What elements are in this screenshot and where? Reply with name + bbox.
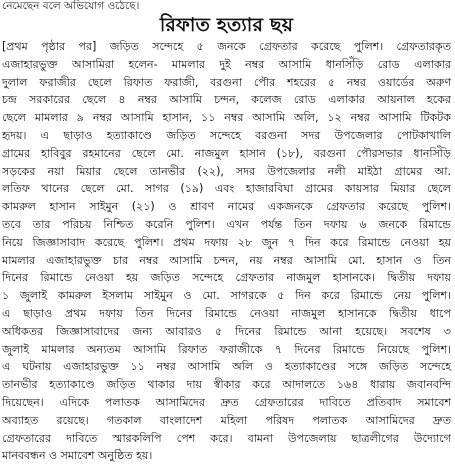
article-line: গ্রেফতারের দাবিতে স্মারকলিপি পেশ করে। বামনা উপজেলায় ছাত্রলীগের উদ্যোগে xyxy=(2,431,451,445)
article-line: এ ঘটনায় এজাহারভুক্ত ১১ নম্বর আসামি অলি ও হত্যাকাণ্ডের সঙ্গে জড়িত সন্দেহে xyxy=(2,360,451,374)
article-line: ১ জুলাই কামরুল ইসলাম সাইমুন ও মো. সাগরকে ৫ দিন করে রিমান্ডে নেয় পুলিশ। xyxy=(2,289,451,303)
article-line: হৃদয়। এ ছাড়াও হত্যাকাণ্ডে জড়িত সন্দেহে বরগুনা সদর উপজেলার পোটকাখালি xyxy=(2,128,451,142)
article-line: জুলাই মামলার অন্যতম আসামি রিফাত ফরাজীকে ৭ দিনের রিমান্ডে নিয়েছে পুলিশ। xyxy=(2,342,451,356)
article-line: [প্রথম পৃষ্ঠার পর] জড়িত সন্দেহে ৫ জনকে গ্রেফতার করেছে পুলিশ। গ্রেফতারকৃত xyxy=(2,40,451,53)
article-line: তবে তার পরিচয় নিশ্চিত করেনি পুলিশ। এখন পর্যন্ত তিন দফায় ৬ জনকে রিমান্ডে xyxy=(2,217,451,231)
article-line: তানভীর হত্যাকাণ্ডে জড়িত থাকার দায় স্বীকার করে আদালতে ১৬৪ ধারায় জবানবন্দি xyxy=(2,378,451,392)
previous-article-fragment: নেমেছেন বলে অভিযোগ ওঠেছে। xyxy=(2,0,140,12)
article-line: মামলার এজাহারভুক্ত চার নম্বর আসামি চন্দন, নয় নম্বর আসামি মো. হাসান ও তিন xyxy=(2,253,451,267)
article-line: অধিকতর জিজ্ঞাসাবাদের জন্য আবারও ৫ দিনের রিমান্ডে আনা হয়েছে। সবশেষ ৩ xyxy=(2,324,451,338)
article-line: অব্যাহত রয়েছে। গতকাল বাংলাদেশ মহিলা পরিষদ পলাতক আসামিদের দ্রুত xyxy=(2,413,451,427)
article-line: এজাহারভুক্ত আসামিরা হলেন- মামলার দুই নম্বর আসামি ধানসিঁড়ি রোড এলাকার xyxy=(2,57,451,71)
article-line: মানববন্ধন ও সমাবেশ অনুষ্ঠিত হয়। xyxy=(2,449,153,463)
article-line: এ ছাড়াও প্রথম দফায় তিন দিনের রিমান্ডে নেওয়া নাজমুল হাসানকে দ্বিতীয় ধাপে xyxy=(2,306,451,320)
article-line: সড়কের নয়া মিয়ার ছেলে তানভীর (২২), সদর উপজেলার নলী মাইঠা গ্রামের আ. xyxy=(2,164,451,178)
article-line: গ্রামের হাবিবুর রহমানের ছেলে মো. নাজমুল হাসান (১৮), বরগুনা পৌরসভার ধানসিঁড়ি xyxy=(2,146,451,160)
headline-container xyxy=(0,13,453,37)
article-line: চন্দ্র সরকারের ছেলে ৪ নম্বর আসামি চন্দন, কলেজ রোড এলাকার আয়নাল হকের xyxy=(2,93,451,107)
article-body xyxy=(2,38,451,463)
article-line: নিয়ে জিজ্ঞাসাবাদ করেছে পুলিশ। প্রথম দফায় ২৮ জুন ৭ দিন করে রিমান্ডে নেওয়া হয় xyxy=(2,235,451,249)
article-line: দিয়েছেন। এদিকে পলাতক আসামিদের দ্রুত গ্রেফতারের দাবিতে প্রতিবাদ সমাবেশ xyxy=(2,395,451,409)
article-headline: রিফাত হত্যার ছয় xyxy=(159,14,294,36)
article-line: লতিফ খানের ছেলে মো. সাগর (১৯) এবং হাজারবিঘা গ্রামের কায়সার মিয়ার ছেলে xyxy=(2,182,451,196)
article-line: কামরুল হাসান সাইমুন (২১) ও শ্রাবণ নামের একজনকে গ্রেফতার করেছে পুলিশ। xyxy=(2,200,451,214)
article-line: দুলাল ফরাজীর ছেলে রিফাত ফরাজী, বরগুনা পৌর শহরের ৫ নম্বর ওয়ার্ডের অরুণ xyxy=(2,75,451,89)
article-line: ছেলে মামলার ৯ নম্বর আসামি হাসান, ১১ নম্বর আসামি অলি, ১২ নম্বর আসামি টিকটক xyxy=(2,111,451,125)
article-line: দিনের রিমান্ডে নেওয়া হয় জড়িত সন্দেহে গ্রেফতার নাজমুল হাসানকে। দ্বিতীয় দফায় xyxy=(2,271,451,285)
